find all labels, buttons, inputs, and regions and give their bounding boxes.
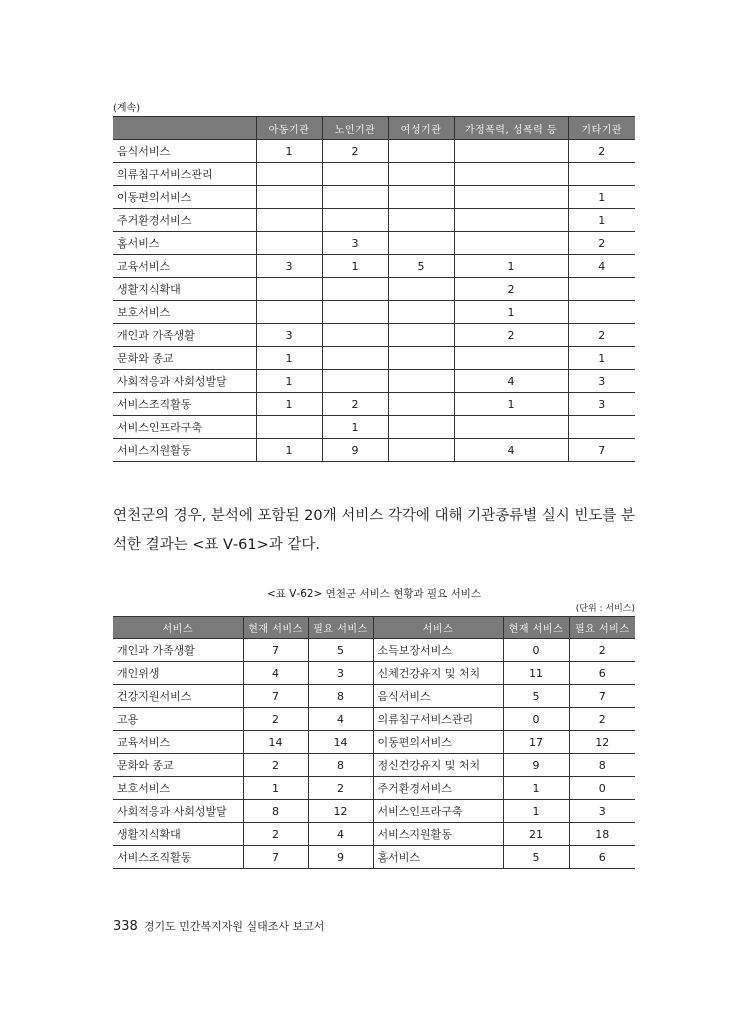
service-name-cell: 생활지식확대 [113, 823, 243, 846]
count-cell [388, 232, 454, 255]
count-cell [322, 324, 388, 347]
count-cell: 3 [322, 232, 388, 255]
service-name-cell: 이동편의서비스 [113, 186, 256, 209]
count-cell [454, 140, 568, 163]
count-cell: 1 [568, 347, 635, 370]
count-cell [388, 324, 454, 347]
table-row [113, 140, 635, 163]
service-name-cell: 서비스지원활동 [113, 439, 256, 462]
column-header: 필요 서비스 [308, 617, 373, 639]
count-cell: 7 [243, 639, 308, 662]
count-cell [454, 163, 568, 186]
service-name-cell: 이동편의서비스 [373, 731, 503, 754]
column-header: 노인기관 [322, 117, 388, 140]
count-cell: 4 [568, 255, 635, 278]
count-cell: 2 [568, 232, 635, 255]
service-name-cell: 교육서비스 [113, 255, 256, 278]
count-cell: 21 [503, 823, 569, 846]
count-cell: 4 [243, 662, 308, 685]
count-cell: 6 [569, 662, 635, 685]
count-cell: 2 [322, 393, 388, 416]
column-header: 가정폭력, 성폭력 등 [454, 117, 568, 140]
count-cell: 0 [569, 777, 635, 800]
service-name-cell: 사회적응과 사회성발달 [113, 800, 243, 823]
agency-type-service-table [113, 116, 635, 462]
count-cell [568, 301, 635, 324]
count-cell: 9 [322, 439, 388, 462]
count-cell: 7 [568, 439, 635, 462]
table-row [113, 846, 635, 869]
count-cell: 3 [308, 662, 373, 685]
count-cell: 9 [503, 754, 569, 777]
count-cell: 3 [256, 255, 322, 278]
count-cell: 1 [322, 416, 388, 439]
service-name-cell: 개인과 가족생활 [113, 324, 256, 347]
service-name-cell: 홈서비스 [373, 846, 503, 869]
table-row [113, 662, 635, 685]
count-cell: 1 [503, 777, 569, 800]
count-cell: 5 [388, 255, 454, 278]
service-name-cell: 주거환경서비스 [113, 209, 256, 232]
count-cell [388, 416, 454, 439]
column-header: 서비스 [373, 617, 503, 639]
count-cell [322, 301, 388, 324]
count-cell [256, 209, 322, 232]
service-name-cell: 개인과 가족생활 [113, 639, 243, 662]
table1-header [113, 117, 635, 140]
table-row [113, 708, 635, 731]
count-cell [256, 278, 322, 301]
count-cell: 1 [503, 800, 569, 823]
count-cell [454, 416, 568, 439]
count-cell [388, 347, 454, 370]
count-cell [256, 232, 322, 255]
count-cell: 2 [308, 777, 373, 800]
count-cell [454, 209, 568, 232]
count-cell [388, 140, 454, 163]
table-row [113, 439, 635, 462]
count-cell: 4 [454, 370, 568, 393]
count-cell [322, 186, 388, 209]
count-cell: 12 [308, 800, 373, 823]
report-title: 경기도 민간복지자원 실태조사 보고서 [143, 920, 325, 933]
service-name-cell: 생활지식확대 [113, 278, 256, 301]
page-footer [113, 918, 324, 934]
service-name-cell: 문화와 종교 [113, 754, 243, 777]
count-cell: 2 [454, 278, 568, 301]
count-cell: 1 [454, 301, 568, 324]
count-cell [388, 278, 454, 301]
count-cell: 2 [454, 324, 568, 347]
body-paragraph: 연천군의 경우, 분석에 포함된 20개 서비스 각각에 대해 기관종류별 실시 빈도를 분석한 결과는 <표 Ⅴ-61>과 같다. [113, 508, 635, 553]
service-name-cell: 홈서비스 [113, 232, 256, 255]
service-status-table [113, 616, 635, 869]
count-cell: 12 [569, 731, 635, 754]
table-row [113, 370, 635, 393]
count-cell: 8 [243, 800, 308, 823]
service-name-cell: 보호서비스 [113, 301, 256, 324]
table-row [113, 209, 635, 232]
column-header: 현재 서비스 [503, 617, 569, 639]
table-row [113, 324, 635, 347]
count-cell: 2 [569, 708, 635, 731]
service-name-cell: 음식서비스 [113, 140, 256, 163]
count-cell: 5 [503, 846, 569, 869]
count-cell [256, 301, 322, 324]
count-cell [322, 347, 388, 370]
table-row [113, 232, 635, 255]
service-name-cell: 주거환경서비스 [373, 777, 503, 800]
table-row [113, 301, 635, 324]
service-name-cell: 음식서비스 [373, 685, 503, 708]
count-cell [388, 301, 454, 324]
count-cell: 8 [569, 754, 635, 777]
column-header: 필요 서비스 [569, 617, 635, 639]
count-cell: 3 [256, 324, 322, 347]
service-name-cell: 의류침구서비스관리 [373, 708, 503, 731]
table-caption: <표 Ⅴ-62> 연천군 서비스 현황과 필요 서비스 [266, 588, 482, 600]
service-name-cell: 보호서비스 [113, 777, 243, 800]
count-cell [568, 163, 635, 186]
table-row [113, 754, 635, 777]
count-cell: 4 [454, 439, 568, 462]
service-name-cell: 의류침구서비스관리 [113, 163, 256, 186]
count-cell: 8 [308, 685, 373, 708]
count-cell: 7 [243, 685, 308, 708]
count-cell: 5 [308, 639, 373, 662]
count-cell: 1 [322, 255, 388, 278]
service-name-cell: 서비스인프라구축 [373, 800, 503, 823]
table-row [113, 255, 635, 278]
count-cell: 4 [308, 708, 373, 731]
count-cell [568, 278, 635, 301]
count-cell: 18 [569, 823, 635, 846]
table-row [113, 186, 635, 209]
count-cell: 1 [256, 370, 322, 393]
count-cell: 1 [256, 393, 322, 416]
count-cell [322, 278, 388, 301]
count-cell: 17 [503, 731, 569, 754]
table-row [113, 393, 635, 416]
count-cell: 2 [243, 754, 308, 777]
service-name-cell: 개인위생 [113, 662, 243, 685]
table-row [113, 163, 635, 186]
count-cell [388, 370, 454, 393]
page-number: 338 [113, 919, 138, 934]
count-cell [322, 209, 388, 232]
count-cell [256, 186, 322, 209]
unit-label: (단위 : 서비스) [575, 604, 635, 614]
table-row [113, 347, 635, 370]
count-cell: 2 [322, 140, 388, 163]
service-name-cell: 서비스지원활동 [373, 823, 503, 846]
service-name-cell: 건강지원서비스 [113, 685, 243, 708]
count-cell [388, 439, 454, 462]
count-cell [454, 186, 568, 209]
count-cell [322, 163, 388, 186]
count-cell: 1 [454, 393, 568, 416]
count-cell: 0 [503, 708, 569, 731]
count-cell: 8 [308, 754, 373, 777]
count-cell: 3 [569, 800, 635, 823]
count-cell: 1 [568, 209, 635, 232]
service-name-cell: 정신건강유지 및 처치 [373, 754, 503, 777]
service-name-cell: 서비스조직활동 [113, 846, 243, 869]
service-name-cell: 서비스조직활동 [113, 393, 256, 416]
count-cell: 2 [243, 708, 308, 731]
count-cell: 0 [503, 639, 569, 662]
table-row [113, 685, 635, 708]
column-header: 기타기관 [568, 117, 635, 140]
table-row [113, 823, 635, 846]
count-cell [256, 416, 322, 439]
count-cell [454, 347, 568, 370]
count-cell: 9 [308, 846, 373, 869]
count-cell: 7 [243, 846, 308, 869]
count-cell: 3 [568, 370, 635, 393]
count-cell [568, 416, 635, 439]
table-row [113, 731, 635, 754]
continued-label: (계속) [113, 103, 141, 114]
count-cell: 11 [503, 662, 569, 685]
count-cell: 2 [568, 324, 635, 347]
table-row [113, 416, 635, 439]
service-name-cell: 교육서비스 [113, 731, 243, 754]
column-header: 현재 서비스 [243, 617, 308, 639]
count-cell: 7 [569, 685, 635, 708]
table-row [113, 800, 635, 823]
column-header: 여성기관 [388, 117, 454, 140]
count-cell [256, 163, 322, 186]
count-cell: 1 [256, 140, 322, 163]
count-cell: 6 [569, 846, 635, 869]
column-header: 아동기관 [256, 117, 322, 140]
count-cell [388, 163, 454, 186]
service-name-cell: 문화와 종교 [113, 347, 256, 370]
count-cell: 14 [308, 731, 373, 754]
count-cell: 1 [256, 439, 322, 462]
service-name-cell: 서비스인프라구축 [113, 416, 256, 439]
service-name-cell: 소득보장서비스 [373, 639, 503, 662]
count-cell: 3 [568, 393, 635, 416]
count-cell: 2 [569, 639, 635, 662]
service-name-cell: 신체건강유지 및 처치 [373, 662, 503, 685]
count-cell: 1 [243, 777, 308, 800]
column-header [113, 117, 256, 140]
count-cell: 1 [256, 347, 322, 370]
table1-body [113, 140, 635, 462]
count-cell: 2 [243, 823, 308, 846]
count-cell: 1 [454, 255, 568, 278]
count-cell: 14 [243, 731, 308, 754]
table-row [113, 777, 635, 800]
count-cell [388, 393, 454, 416]
table2-body [113, 639, 635, 869]
count-cell: 5 [503, 685, 569, 708]
table2-header [113, 617, 635, 639]
table-row [113, 278, 635, 301]
count-cell [454, 232, 568, 255]
column-header: 서비스 [113, 617, 243, 639]
count-cell [388, 209, 454, 232]
count-cell [388, 186, 454, 209]
service-name-cell: 사회적응과 사회성발달 [113, 370, 256, 393]
count-cell: 2 [568, 140, 635, 163]
table-row [113, 639, 635, 662]
count-cell: 1 [568, 186, 635, 209]
count-cell [322, 370, 388, 393]
count-cell: 4 [308, 823, 373, 846]
service-name-cell: 고용 [113, 708, 243, 731]
